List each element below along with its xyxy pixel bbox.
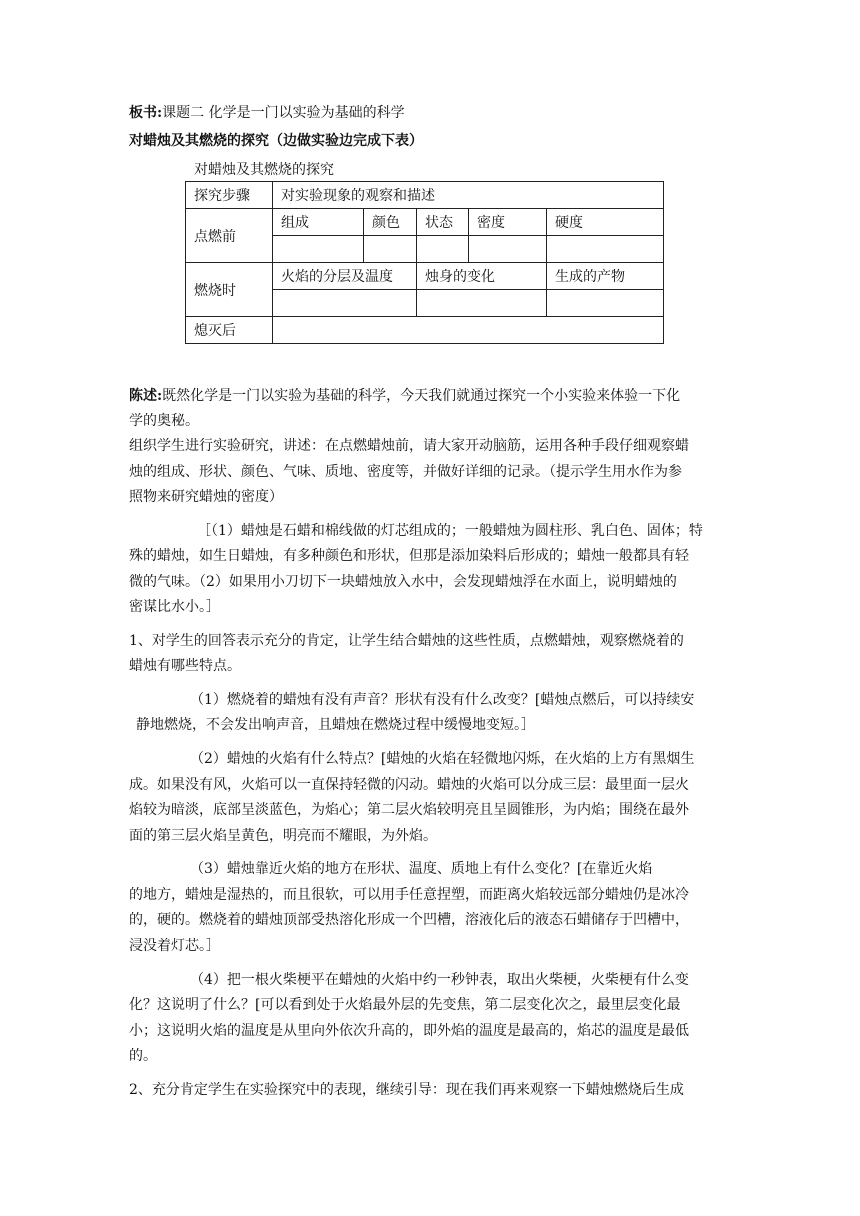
probe-table: [185, 181, 664, 344]
blank-cell: [364, 236, 417, 263]
blank-cell: [547, 290, 664, 317]
row-label-before: 点燃前: [186, 209, 273, 263]
paragraph-line: 焰较为暗淡，底部呈淡蓝色，为焰心；第二层火焰较明亮且呈圆锥形，为内焰；围绕在最外: [129, 802, 689, 818]
paragraph-line: 1、对学生的回答表示充分的肯定，让学生结合蜡烛的这些性质，点燃蜡烛，观察燃烧着的: [129, 633, 684, 649]
paragraph-line: 小；这说明火焰的温度是从里向外依次升高的，即外焰的温度是最高的，焰芯的温度是最低: [129, 1023, 689, 1039]
board-text: 课题二 化学是一门以实验为基础的科学: [162, 105, 405, 121]
during-col-flame: 火焰的分层及温度: [273, 263, 417, 290]
header-observation: 对实验现象的观察和描述: [273, 182, 664, 209]
paragraph-line: （2）蜡烛的火焰有什么特点？[蜡烛的火焰在轻微地闪烁，在火焰的上方有黑烟生: [190, 751, 695, 767]
blank-cell: [547, 236, 664, 263]
paragraph-line: （3）蜡烛靠近火焰的地方在形状、温度、质地上有什么变化？[在靠近火焰: [190, 861, 653, 877]
paragraph-line: 陈述:既然化学是一门以实验为基础的科学，今天我们就通过探究一个小实验来体验一下化: [129, 388, 681, 404]
blank-cell: [273, 236, 364, 263]
paragraph-line: 的。: [129, 1048, 157, 1064]
paragraph-line: 成。如果没有风，火焰可以一直保持轻微的闪动。蜡烛的火焰可以分成三层：最里面一层火: [129, 777, 689, 793]
blank-cell: [273, 317, 664, 344]
before-col-color: 颜色: [364, 209, 417, 236]
paragraph-line: （4）把一根火柴梗平在蜡烛的火焰中约一秒钟表，取出火柴梗，火柴梗有什么变: [190, 972, 689, 988]
before-col-density: 密度: [469, 209, 547, 236]
before-col-state: 状态: [417, 209, 469, 236]
before-col-hardness: 硬度: [547, 209, 664, 236]
paragraph-line: 学的奥秘。: [129, 413, 199, 429]
section-title: 对蜡烛及其燃烧的探究（边做实验边完成下表）: [129, 133, 423, 149]
board-label: 板书:: [129, 105, 163, 121]
paragraph-line: 2、充分肯定学生在实验探究中的表现，继续引导：现在我们再来观察一下蜡烛燃烧后生成: [129, 1082, 684, 1098]
paragraph-line: 化？这说明了什么？[可以看到处于火焰最外层的先变焦，第二层变化次之，最里层变化最: [129, 997, 681, 1013]
row-label-during: 燃烧时: [186, 263, 273, 317]
during-col-products: 生成的产物: [547, 263, 664, 290]
table-row: [186, 263, 664, 290]
paragraph-line: 殊的蜡烛，如生日蜡烛，有多种颜色和形状，但那是添加染料后形成的；蜡烛一般都具有轻: [129, 548, 689, 564]
blank-cell: [417, 236, 469, 263]
table-row: [186, 182, 664, 209]
paragraph-line: 组织学生进行实验研究，讲述：在点燃蜡烛前，请大家开动脑筋，运用各种手段仔细观察蜡: [129, 438, 689, 454]
paragraph-line: 的，硬的。燃烧着的蜡烛顶部受热溶化形成一个凹槽，溶液化后的液态石蜡储存于凹槽中，: [129, 912, 689, 928]
header-step: 探究步骤: [186, 182, 273, 209]
before-col-composition: 组成: [273, 209, 364, 236]
table-row: [186, 317, 664, 344]
paragraph-line: 面的第三层火焰呈黄色，明亮而不耀眼，为外焰。: [129, 828, 437, 844]
statement-label: 陈述:: [129, 388, 163, 404]
table-caption: 对蜡烛及其燃烧的探究: [194, 162, 334, 178]
paragraph-line: 密谋比水小。］: [129, 599, 220, 615]
blank-cell: [273, 290, 417, 317]
paragraph-line: 浸没着灯芯。］: [129, 938, 220, 954]
paragraph-line: ［（1）蜡烛是石蜡和棉线做的灯芯组成的；一般蜡烛为圆柱形、乳白色、固体；特: [197, 523, 703, 539]
blank-cell: [417, 290, 547, 317]
board-line: [129, 104, 405, 122]
paragraph-line: 的地方，蜡烛是湿热的，而且很软，可以用手任意捏塑，而距离火焰较远部分蜡烛仍是冰冷: [129, 887, 689, 903]
paragraph-line: 静地燃烧，不会发出响声音，且蜡烛在燃烧过程中缓慢地变短。］: [136, 717, 535, 733]
paragraph-line: 烛的组成、形状、颜色、气味、质地、密度等，并做好详细的记录。（提示学生用水作为参: [129, 464, 682, 480]
paragraph-line: 照物来研究蜡烛的密度）: [129, 489, 283, 505]
paragraph-line: （1）燃烧着的蜡烛有没有声音？形状有没有什么改变？[蜡烛点燃后，可以持续安: [190, 692, 695, 708]
table-row: [186, 209, 664, 236]
during-col-body: 烛身的变化: [417, 263, 547, 290]
paragraph-line: 微的气味。（2）如果用小刀切下一块蜡烛放入水中，会发现蜡烛浮在水面上，说明蜡烛的: [129, 574, 677, 590]
blank-cell: [469, 236, 547, 263]
paragraph-line: 蜡烛有哪些特点。: [129, 658, 241, 674]
row-label-after: 熄灭后: [186, 317, 273, 344]
